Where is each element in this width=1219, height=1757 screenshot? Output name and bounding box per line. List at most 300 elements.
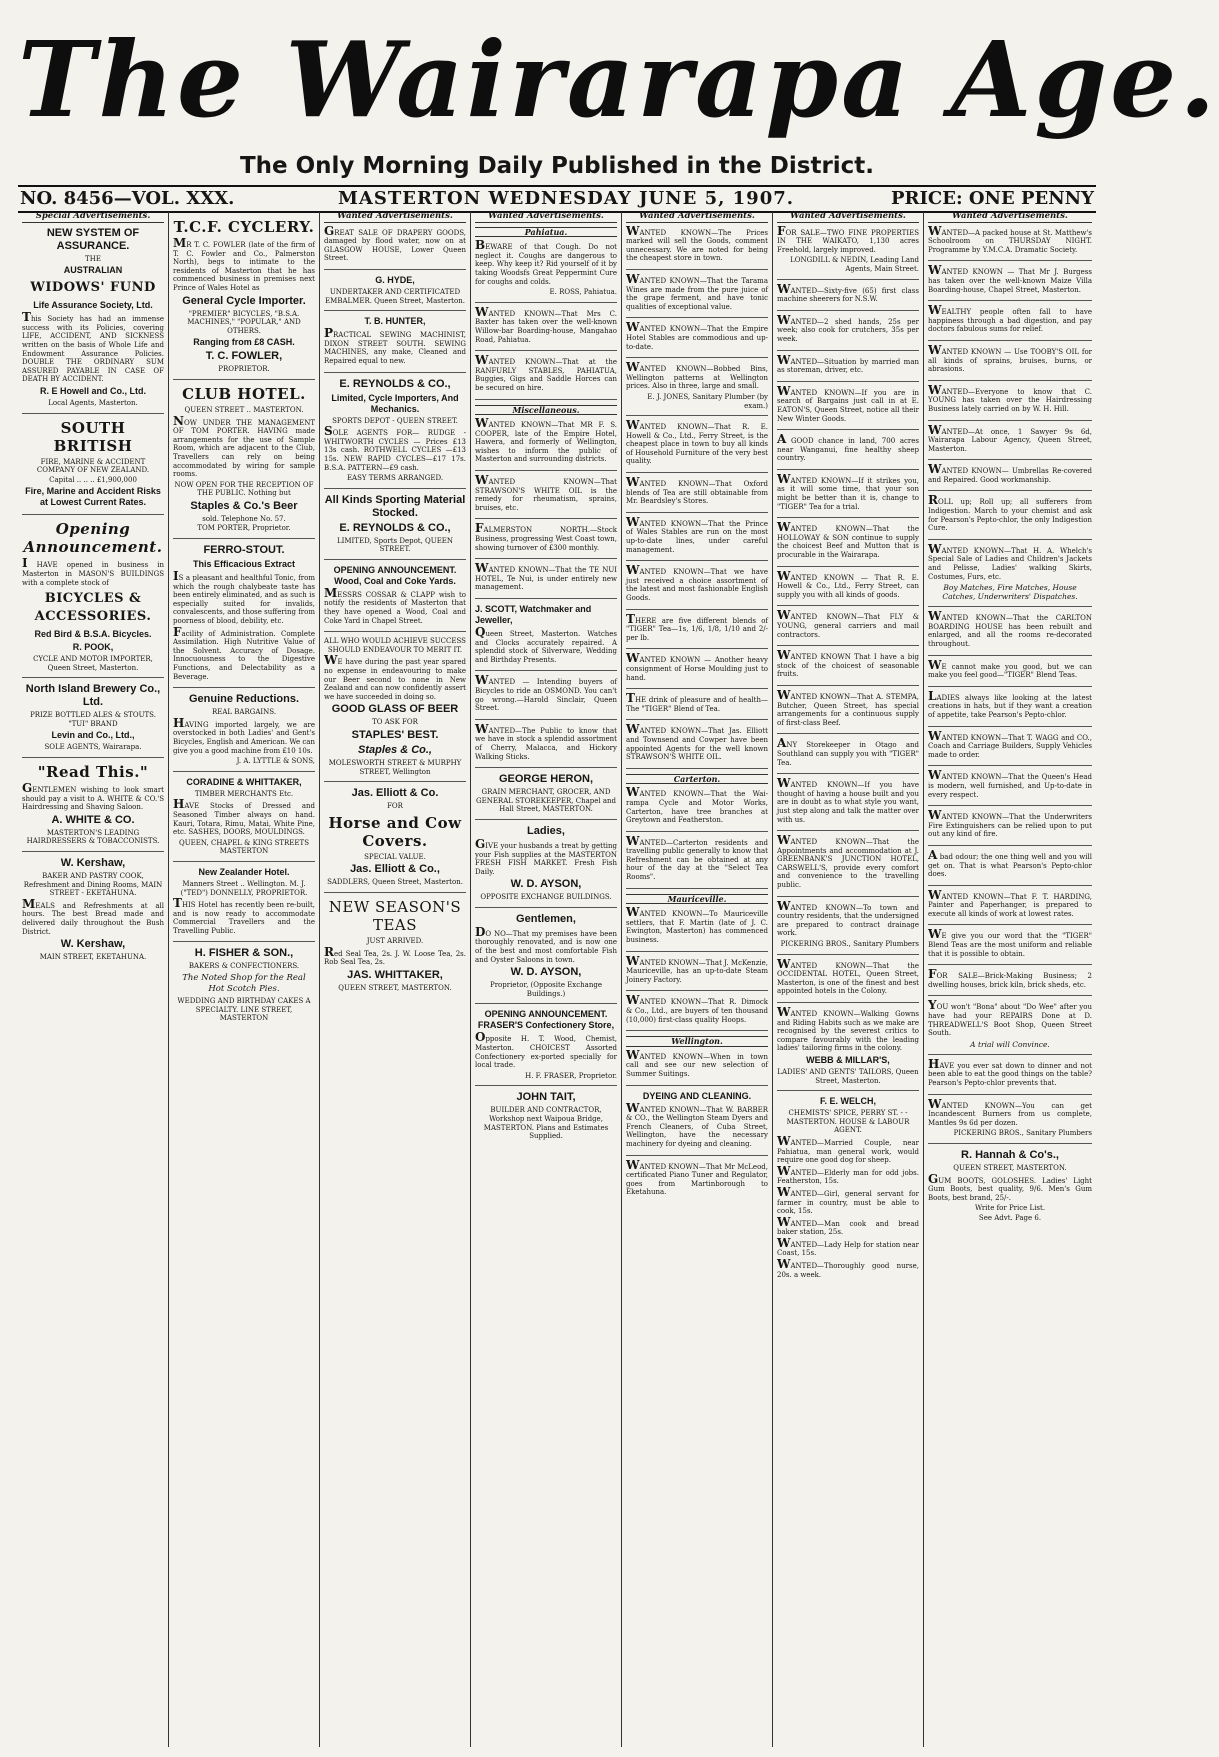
ad-signature: A. WHITE & CO. [51, 813, 135, 826]
ad-tailors [777, 1005, 919, 1091]
ad-body: PRACTICAL SEWING MACHINIST, DIXON STREET SOUTH. SEWING MACHINES, any make, Cleaned and Repaired equal to new. [324, 326, 466, 365]
ad-body: WE give you our word that the "TIGER" Blend Teas are the most uniform and reliable that it is possible to obtain. [928, 927, 1092, 958]
ad-fruits [777, 648, 919, 686]
ad-body: WANTED KNOWN—That MR F. S. COOPER, late of the Empire Hotel, Hawera, and formerly of Wellington, wishes to inform the public of Masterton and surrounding districts. [475, 416, 617, 464]
ad-howell-furniture [626, 418, 768, 473]
ad-signature: E. ROSS, Pahiatua. [549, 288, 617, 297]
ad-body: MESSRS COSSAR & CLAPP wish to notify the residents of Masterton that they have opened a Wood, Coal and Coke Yard in Chapel Street. [324, 585, 466, 625]
ad-body: I HAVE opened in business in Masterton in MASON'S BUILDINGS with a complete stock of [22, 556, 164, 587]
ad-elliott-covers [324, 787, 466, 893]
ad-hannah [928, 1149, 1092, 1228]
section-heading: Wellington. [626, 1036, 768, 1047]
ad-body: WANTED — Intending buyers of Bicycles to ride an OSMOND. You can't go wrong.—Harold Sinclair, Queen Street. [475, 673, 617, 713]
ad-situation [777, 352, 919, 382]
ad-body: WANTED KNOWN—That the Queen's Head is modern, well furnished, and Up-to-date in every respect. [928, 768, 1092, 799]
ad-ranfurly [475, 353, 617, 399]
ad-headline: Gentlemen, [516, 912, 576, 925]
ad-burners [928, 1096, 1092, 1144]
ad-greenbank [777, 833, 919, 897]
ad-headline: E. REYNOLDS & CO., [339, 377, 451, 390]
ad-body: Facility of Administration. Complete Assimilation. High Nutritive Value of the Solvent. Accuracy of Dosage. Innocuousness to the Digestive Functions, and Delectability as a Beverage. [173, 624, 315, 681]
column-heading: Special Advertisements. [22, 212, 164, 223]
column-heading: Wanted Advertisements. [777, 212, 919, 223]
ad-hyde [324, 275, 466, 311]
ad-body: WANTED KNOWN—That J. McKenzie, Mauriceville, has an up-to-date Steam Joinery Factory. [626, 953, 768, 984]
ad-cycle-works [626, 785, 768, 831]
ad-body: WANTED KNOWN—That the Wai-rampa Cycle and Motor Works, Carterton, have tree branches at Greytown and Featherston. [626, 785, 768, 825]
ad-body: WANTED—At once, 1 Sawyer 9s 6d, Wairarapa Labour Agency, Queen Street, Masterton. [928, 422, 1092, 453]
ad-body: IS a pleasant and healthful Tonic, from which the rough chalybeate taste has been entirely eliminated, and as such is especially suited for invalids, convalescents, and those suffering from poorness of blood, debility, etc. [173, 569, 315, 626]
ad-signature: W. D. AYSON, [510, 966, 582, 979]
ad-threadwell [928, 998, 1092, 1054]
ad-body: Red Seal Tea, 2s. J. W. Loose Tea, 2s. Rob Seal Tea, 2s. [324, 944, 466, 967]
ad-body: ROLL up; Roll up; all sufferers from Indigestion. March to your chemist and ask for Pearson's Pepto-chlor, the only Indigestion Cure. [928, 493, 1092, 533]
ad-english-goods [626, 563, 768, 609]
ad-body: WANTED KNOWN — That R. E. Howell & Co., Ltd., Ferry Street, can supply you with all kinds of goods. [777, 568, 919, 599]
ad-south-british [22, 419, 164, 516]
ad-body: NOW UNDER THE MANAGEMENT OF TOM PORTER. HAVING made arrangements for the use of Sample Room, which are adjacent to the Club, Travellers can rely on being accommodated by wiring for sample rooms. [173, 413, 315, 479]
ad-pepto-chlor [928, 847, 1092, 886]
ad-body: HAVE Stocks of Dressed and Seasoned Timber always on hand. Kauri, Totara, Rimu, Matai, White Pine, etc. SASHES, DOORS, MOULDINGS. [173, 797, 315, 837]
ad-body: WANTED KNOWN—That the OCCIDENTAL HOTEL, Queen Street, Masterton, is one of the finest and best appointed hotels in the Colony. [777, 956, 919, 996]
ad-hairdressing [928, 382, 1092, 421]
ad-land [777, 432, 919, 470]
ad-body: WANTED—Married Couple, near Pahiatua, man general work, would require one good dog for sheep. [777, 1133, 919, 1165]
ad-body: FOR SALE—TWO FINE PROPERTIES IN THE WAIKATO, 1,130 acres Freehold, largely improved. [777, 223, 919, 254]
ad-headline: JOHN TAIT, [516, 1091, 576, 1104]
ad-wealthy [928, 303, 1092, 341]
ad-hunter [324, 316, 466, 372]
column-2 [169, 212, 319, 1747]
ad-text: TIMBER MERCHANTS Etc. [194, 789, 294, 798]
ad-headline: W. Kershaw, [60, 857, 126, 870]
ad-body: WEALTHY people often fall to have happiness through a bad digestion, and pay doctors fabulous sums for relief. [928, 303, 1092, 334]
ad-body: WANTED—Elderly man for odd jobs. Featherston, 15s. [777, 1163, 919, 1186]
ad-headline: WIDOWS' FUND [30, 280, 156, 296]
ad-headline: H. FISHER & SON., [194, 947, 294, 960]
ad-storekeeper [777, 736, 919, 774]
ad-elliott-strawson [626, 722, 768, 768]
ad-text: ALL WHO WOULD ACHIEVE SUCCESS SHOULD ENDEAVOUR TO MERIT IT. [324, 637, 466, 654]
ad-text: THE [85, 254, 101, 263]
ad-headline: NEW SYSTEM OF ASSURANCE. [46, 226, 140, 252]
ad-body: WE cannot make you good, but we can make you feel good—"TIGER" Blend Teas. [928, 657, 1092, 680]
ad-body: WANTED KNOWN—That W. BARBER & CO., the Wellington Steam Dyers and French Cleaners, of Cuba Street, Wellington, have the necessary machinery for dyeing and cleaning. [626, 1100, 768, 1148]
ad-text: PRIZE BOTTLED ALES & STOUTS. "TUI" BRAND [30, 711, 156, 728]
ad-body: WANTED KNOWN—Bobbed Bins, Wellington patterns at Wellington prices. Also in three, large and small. [626, 360, 768, 391]
ad-umbrellas [928, 462, 1092, 491]
ad-body: WANTED—2 shed hands, 25s per week; also cook for crutchers, 35s per week. [777, 312, 919, 343]
ad-text: See Advt. Page 6. [978, 1213, 1042, 1222]
ad-body: FALMERSTON NORTH.—Stock Business, progressing West Coast town, showing turnover of £300 monthly. [475, 521, 617, 552]
ad-headline: CORADINE & WHITTAKER, [186, 776, 302, 787]
ad-schoolroom [928, 223, 1092, 262]
ad-body: WANTED KNOWN — Use TOOBY'S OIL for all kinds of sprains, bruises, burns, or abrasions. [928, 342, 1092, 374]
ad-headline: OPENING ANNOUNCEMENT. Wood, Coal and Coke Yards. [333, 564, 457, 586]
ad-carlton [928, 609, 1092, 655]
ad-fish-market [475, 825, 617, 908]
ad-text: SPECIAL VALUE. [364, 852, 426, 861]
newspaper-subtitle: The Only Morning Daily Published in the District. [239, 153, 875, 179]
ad-body: WANTED KNOWN—That Jas. Elliott and Townsend and Cowper have been appointed Agents for the well known STRAWSON'S WHITE OIL. [626, 722, 768, 762]
ad-body: GENTLEMEN wishing to look smart should pay a visit to A. WHITE & CO.'S Hairdressing and Shaving Saloon. [22, 781, 164, 812]
ad-body: WANTED KNOWN—That at the RANFURLY STABLES, PAHIATUA, Buggies, Gigs and Saddle Horces can be secured on hire. [475, 353, 617, 392]
ad-heron [475, 773, 617, 820]
ad-scott [475, 604, 617, 671]
ad-brick-business [928, 967, 1092, 996]
ad-suitings [626, 1047, 768, 1086]
ad-coal-yards [324, 565, 466, 632]
ad-text: QUEEN STREET .. MASTERTON. [184, 405, 304, 414]
ad-headline: New Zealander Hotel. [198, 866, 290, 877]
ad-headline: SOUTH BRITISH [53, 418, 133, 455]
ad-body: ANY Storekeeper in Otago and Southland can supply you with "TIGER" Tea. [777, 736, 919, 767]
ad-body: HAVE you ever sat down to dinner and not been able to eat the good things on the table? Pearson's Pepto-chlor prevents that. [928, 1056, 1092, 1087]
column-3 [320, 212, 470, 1747]
ad-ferry-street [777, 568, 919, 607]
ad-body: WANTED KNOWN — That Mr J. Burgess has taken over the well-known Maize Villa Boarding-house, Chapel Street, Masterton. [928, 263, 1092, 294]
ad-text: EASY TERMS ARRANGED. [346, 474, 444, 483]
ad-house-built [777, 776, 919, 831]
ad-piano-tuner [626, 1157, 768, 1203]
ad-text: BAKER AND PASTRY COOK, Refreshment and Dining Rooms, MAIN STREET - EKETAHUNA. [23, 872, 163, 898]
ad-oxford-tea [626, 475, 768, 513]
dateline [18, 185, 1096, 213]
ad-body: WANTED KNOWN—That the Underwriters Fire Extinguishers can be relied upon to put out any kind of fire. [928, 808, 1092, 839]
ad-genuine-reductions [173, 693, 315, 772]
ad-signature: Levin and Co., Ltd., [51, 730, 135, 741]
section-heading: Carterton. [626, 774, 768, 785]
ad-body: WANTED KNOWN—That FLY & YOUNG, general carriers and mail contractors. [777, 608, 919, 639]
ad-headline: "Read This." [37, 763, 149, 782]
ad-fraser [475, 1009, 617, 1086]
column-7 [924, 212, 1096, 1747]
column-heading: Wanted Advertisements. [324, 212, 466, 223]
ad-body: WANTED KNOWN—That H. A. Whelch's Special Sale of Ladies and Children's Jackets and Pelisse, Ladies' walking Skirts, Costumes, Furs, etc. [928, 541, 1092, 581]
ad-text: LADIES' AND GENTS' TAILORS, Queen Street, Masterton. [777, 1067, 919, 1085]
ad-text: AUSTRALIAN [63, 265, 123, 276]
ad-body: WANTED KNOWN—That Mrs C. Baxter has taken over the well-known Willow-bar Boarding-house, Mangahao Road, Pahiatua. [475, 304, 617, 344]
column-5 [622, 212, 772, 1747]
ad-text: QUEEN STREET, MASTERTON. [953, 1163, 1067, 1172]
ad-text: OPPOSITE EXCHANGE BUILDINGS. [480, 893, 612, 902]
ad-body: WANTED KNOWN—If you have thought of having a house built and you are in doubt as to what style you want, just step along and talk the matter over with us. [777, 776, 919, 824]
ad-body: WANTED KNOWN That I have a big stock of the choicest of seasonable fruits. [777, 648, 919, 679]
ad-body: WANTED KNOWN—That STRAWSON'S WHITE OIL is the remedy for rheumatism, sprains, bruises, etc. [475, 473, 617, 512]
ad-body: YOU won't "Bona" about "Do Wee" after you have had your REPAIRS Done at D. THREADWELL'S Boot Shop, Queen Street South. [928, 998, 1092, 1038]
ad-te-nui [475, 561, 617, 599]
ad-body: WANTED KNOWN—If you are in search of Bargains just call in at E. EATON'S, Queen Street, notice all their New Winter Goods. [777, 383, 919, 423]
ad-body: Queen Street, Masterton. Watches and Clocks accurately repaired. A splendid stock of Silverware, Wedding and Birthday Presents. [475, 625, 617, 664]
ad-text: sold. Telephone No. 57. [202, 514, 286, 523]
ad-subheadline: Limited, Cycle Importers, And Mechanics. [331, 392, 459, 414]
ad-shearers [777, 281, 919, 311]
ad-text: Capital .. .. .. £1,900,000 [49, 475, 137, 484]
ad-body: THERE are five different blends of "TIGER" Tea—1s, 1/6, 1/8, 1/10 and 2/- per lb. [626, 611, 768, 642]
ad-body: WANTED—Man cook and bread baker station, 25s. [777, 1214, 919, 1237]
ad-body: WANTED—Carterton residents and travelling public generally to know that Refreshment can be obtained at any hour of the day at the "Select Tea Rooms". [626, 833, 768, 882]
ad-body: LADIES always like looking at the latest creations in hats, but if they want a creation of appetite, take Pearson's Pepto-chlor. [928, 688, 1092, 719]
ad-body: WANTED KNOWN—That the Tarama Wines are made from the pure juice of the grape ferment, and have tonic qualities of exceptional value. [626, 271, 768, 311]
ad-welch [777, 1096, 919, 1285]
ad-headline: OPENING ANNOUNCEMENT. FRASER'S Confectionery Store, [477, 1009, 615, 1031]
ad-occidental [777, 956, 919, 1003]
ad-body: HAVING imported largely, we are overstocked in both Ladies' and Gent's Bicycles, English and American. We can give you a good machine from £10 10s. [173, 715, 315, 755]
section-heading: Pahiatua. [475, 227, 617, 238]
ad-body: Opposite H. T. Wood, Chemist, Masterton. CHOICEST Assorted Confectionery ex-ported specially for local trade. [475, 1030, 617, 1070]
ad-body: WANTED KNOWN—That the Prince of Wales Stables are run on the most up-to-date lines, under careful management. [626, 514, 768, 554]
ad-text: FOR [387, 802, 403, 811]
ad-cough-cure [475, 238, 617, 303]
ad-shed-hands [777, 312, 919, 351]
ad-text: MOLESWORTH STREET & MURPHY STREET, Wellington [328, 759, 462, 776]
ad-oyster-saloon [475, 913, 617, 1005]
ad-text: MASTERTON'S LEADING HAIRDRESSERS & TOBACCONISTS. [26, 828, 160, 846]
ad-new-zealander-hotel [173, 867, 315, 943]
ad-text: CYCLE AND MOTOR IMPORTER, Queen Street, Masterton. [33, 655, 153, 672]
ad-horse-moulding [626, 651, 768, 689]
ad-burgess [928, 263, 1092, 301]
issue-date: MASTERTON WEDNESDAY JUNE 5, 1907. [338, 188, 795, 209]
ad-subheadline: Fire, Marine and Accident Risks at Lowest Current Rates. [25, 486, 161, 508]
ad-body: WANTED—Sixty-five (65) first class machine sheerers for N.S.W. [777, 281, 919, 304]
ad-brewery [22, 683, 164, 758]
ad-subheadline: General Cycle Importer. [182, 294, 306, 307]
ad-body: WANTED—Situation by married man as storeman, driver, etc. [777, 352, 919, 375]
ad-body: WANTED KNOWN — Another heavy consignment of Horse Moulding just to hand. [626, 651, 768, 682]
ad-read-this [22, 763, 164, 852]
section-heading: Mauriceville. [626, 894, 768, 905]
ad-headline: STAPLES' BEST. [351, 729, 439, 741]
ad-tarama-wines [626, 271, 768, 318]
ad-signature: Staples & Co., [358, 744, 432, 756]
column-heading: Wanted Advertisements. [928, 212, 1092, 223]
section-heading: Miscellaneous. [475, 405, 617, 416]
ad-body: WANTED KNOWN—That R. E. Howell & Co., Ltd., Ferry Street, is the cheapest place in town to buy all kinds of Household Furniture of the very best quality. [626, 418, 768, 466]
ad-body: WANTED KNOWN—That we have just received a choice assortment of the latest and most fashionable English Goods. [626, 563, 768, 602]
column-1 [18, 212, 168, 1747]
ad-text: Local Agents, Masterton. [48, 398, 138, 407]
issue-price: PRICE: ONE PENNY [890, 188, 1094, 209]
ad-body: WANTED KNOWN—That T. WAGG and CO., Coach and Carriage Builders, Supply Vehicles made to order. [928, 728, 1092, 759]
ad-text: UNDERTAKER AND CERTIFICATED EMBALMER. Queen Street, Masterton. [325, 287, 465, 305]
ad-price: Ranging from £8 CASH. [193, 337, 295, 348]
ad-ladies-hats [928, 688, 1092, 727]
ad-martin [626, 905, 768, 951]
ad-tiger-good [928, 657, 1092, 687]
ad-headline: Opening Announcement. [23, 520, 163, 557]
ad-body: WANTED KNOWN—That the HOLLOWAY & SON continue to supply the choicest Beef and Mutton that is procurable in the Wairarapa. [777, 520, 919, 560]
ad-body: WANTED—A packed house at St. Matthew's Schoolroom on THURSDAY NIGHT. Programme by Y.M.C.A. Dramatic Society. [928, 223, 1092, 254]
ad-empire-stables [626, 320, 768, 358]
column-4 [471, 212, 621, 1747]
ad-prince-stables [626, 514, 768, 561]
ad-body: WANTED KNOWN—To Mauriceville settlers, that F. Martin (late of J. C. Ewington, Masterton) has commenced business. [626, 905, 768, 945]
ad-staples-beer [324, 637, 466, 782]
ad-headline: Genuine Reductions. [188, 693, 299, 706]
column-6 [773, 212, 923, 1747]
ad-subheadline: This Efficacious Extract [192, 559, 296, 570]
ad-body: WANTED KNOWN—That the Empire Hotel Stables are commodious and up-to-date. [626, 320, 768, 351]
ad-fisher [173, 947, 315, 1027]
newspaper-title: The Wairarapa Age. [18, 18, 1219, 141]
column-heading: Wanted Advertisements. [475, 212, 617, 223]
ad-text: "PREMIER" BICYCLES, "B.S.A. MACHINES," "POPULAR," AND OTHERS. [187, 309, 301, 335]
ad-fly-young [777, 608, 919, 646]
ad-reynolds-sports [324, 494, 466, 560]
ad-tcf-cyclery [173, 218, 315, 380]
ad-agent: R. E Howell and Co., Ltd. [39, 385, 146, 396]
ad-body: WANTED KNOWN—That A. STEMPA, Butcher, Queen Street, has special arrangements for a continuous supply of first-class Beef. [777, 687, 919, 727]
ad-signature: J. A. LYTTLE & SONS, [236, 757, 315, 766]
ad-headline: North Island Brewery Co., Ltd. [25, 683, 161, 709]
ad-club-hotel [173, 385, 315, 539]
ad-text: Manners Street .. Wellington. M. J. ("TED") DONNELLY, PROPRIETOR. [180, 879, 308, 897]
ad-body: This Society has had an immense success with its Policies, covering LIFE, ACCIDENT, AND SICKNESS written on the basis of Whole Life and Endowment Assurance Policies. DOUBLE THE ORDINARY SUM ASSURED PAYABLE IN CASE OF DEATH BY ACCIDENT. [22, 310, 164, 384]
issue-number: NO. 8456—VOL. XXX. [20, 188, 235, 209]
ad-opening-announcement [22, 520, 164, 678]
ad-text: BAKERS & CONFECTIONERS. [188, 962, 300, 971]
ad-body: THIS Hotel has recently been re-built, and is now ready to accommodate Commercial Travellers and the Travelling Public. [173, 896, 315, 935]
ad-cooper [475, 416, 617, 471]
ad-text: QUEEN, CHAPEL & KING STREETS MASTERTON [178, 838, 309, 856]
ad-text: PROPRIETOR. [218, 365, 270, 374]
ad-text: QUEEN STREET, MASTERTON. [338, 983, 452, 992]
ad-subheadline: Staples & Co.'s Beer [190, 499, 298, 512]
ad-body: WANTED—Girl, general servant for farmer in country, must be able to cook, 15s. [777, 1184, 919, 1216]
ad-headline: GOOD GLASS OF BEER [331, 703, 459, 716]
ad-text: SOLE AGENTS, Wairarapa. [44, 743, 142, 752]
ad-body: WANTED KNOWN—That Oxford blends of Tea are still obtainable from Mr. Beardsley's Stores. [626, 475, 768, 506]
ad-body: WANTED KNOWN—That the Appointments and accommodation at J. GREENBANK'S JUNCTION HOTEL, CARSWELL'S, provide every comfort and convenience to the travelling public. [777, 833, 919, 890]
ad-dyeing [626, 1091, 768, 1156]
ad-body: WE have during the past year spared no expense in endeavouring to make our Beer second to none in New Zealand and can now confidently assert we have succeeded in doing so. [324, 653, 466, 701]
ad-headline: Jas. Elliott & Co. [351, 787, 439, 800]
ad-tiger-drink [626, 691, 768, 720]
ad-baxter [475, 304, 617, 351]
ad-palmerston [475, 521, 617, 559]
ad-strawson [475, 473, 617, 519]
ad-body: WANTED KNOWN—When in town call and see our new selection of Summer Suitings. [626, 1047, 768, 1078]
ad-text: Write for Price List. [974, 1204, 1046, 1213]
ad-wagg [928, 728, 1092, 767]
ad-text: NOW OPEN FOR THE RECEPTION OF THE PUBLIC. Nothing but [174, 480, 314, 498]
ad-headline: J. SCOTT, Watchmaker and Jeweller, [475, 604, 592, 625]
ad-body: A bad odour; the one thing well and you will get on. That is what Pearson's Pepto-chlor does. [928, 847, 1092, 879]
ad-headline: GEORGE HERON, [498, 773, 594, 786]
ad-queens-head [928, 768, 1092, 806]
ad-ferro-stout [173, 544, 315, 688]
ad-headline: G. HYDE, [375, 274, 415, 285]
ad-body: WANTED—Thoroughly good nurse, 20s. a week. [777, 1257, 919, 1279]
ad-tiger-blends [626, 611, 768, 650]
ad-signature: E. REYNOLDS & CO., [339, 521, 451, 534]
ad-signature: PICKERING BROS., Sanitary Plumbers [780, 940, 919, 949]
ad-prices [626, 223, 768, 270]
ad-reynolds-cycles [324, 378, 466, 489]
ad-body: WANTED KNOWN—That R. Dimock & Co., Ltd., are buyers of ten thousand (10,000) first-class quality Hoops. [626, 993, 768, 1024]
ad-australian-widows-fund [22, 227, 164, 414]
ad-text: Proprietor, (Opposite Exchange Buildings.) [490, 981, 602, 998]
ad-signature: Jas. Elliott & Co., [350, 863, 440, 876]
ad-text: LIMITED, Sports Depot, QUEEN STREET. [336, 536, 454, 554]
ad-body: WANTED KNOWN—The Prices marked will sell the Goods, comment unnecessary. We are noted for being the cheapest store in town. [626, 223, 768, 263]
ad-body: MR T. C. FOWLER (late of the firm of T. C. Fowler and Co., Palmerston North), begs to intimate to the residents of Masterton that he has commenced business in premises next Prince of Wales Hotel as [173, 236, 315, 292]
ad-signature: JAS. WHITTAKER, [347, 968, 443, 981]
ad-subheadline: The Noted Shop for the Real Hot Scotch Pies. [182, 973, 306, 995]
ad-body: WANTED KNOWN—To town and country residents, that the undersigned are prepared to contract drainage work. [777, 898, 919, 938]
ad-body: WANTED KNOWN—If it strikes you, as it will some time, that your son might be better than it is, change to "TIGER" Tea for a trial. [777, 471, 919, 511]
ad-coradine-whittaker [173, 777, 315, 862]
ad-body: SOLE AGENTS FOR— RUDGE - WHITWORTH CYCLES — Prices £13 13s cash. ROTHWELL CYCLES —£13 15s. NEW RAPID CYCLES—£17 17s. B.S.A. PATTERN—£9 cash. [324, 424, 466, 472]
ad-headline: CLUB HOTEL. [182, 384, 306, 403]
ad-signature: PICKERING BROS., Sanitary Plumbers [953, 1129, 1092, 1138]
ad-body: A GOOD chance in land, 700 acres near Wanganui, fine healthy sheep country. [777, 432, 919, 463]
ad-text: WEDDING AND BIRTHDAY CAKES A SPECIALTY. LINE STREET, MASTERTON [177, 997, 311, 1023]
ad-text: SADDLERS, Queen Street, Masterton. [327, 878, 463, 887]
ad-headline: T.C.F. CYCLERY. [173, 218, 315, 236]
ad-text: CHEMISTS' SPICE, PERRY ST. - - MASTERTON. HOUSE & LABOUR AGENT. [786, 1109, 910, 1135]
ad-body: WANTED—Lady Help for station near Coast, 15s. [777, 1235, 919, 1258]
ad-body: WANTED KNOWN—That the TE NUI HOTEL, Te Nui, is under entirely new management. [475, 561, 617, 592]
ad-text: FIRE, MARINE & ACCIDENT COMPANY OF NEW ZEALAND. [36, 457, 150, 475]
ad-signature: LONGDILL & NEDIN, Leading Land Agents, Main Street. [790, 256, 919, 273]
ad-signature: W. Kershaw, [60, 938, 126, 951]
ad-body: GUM BOOTS, GOLOSHES. Ladies' Light Gum Boots, best quality, 9/6. Men's Gum Boots, best brand, 25/-. [928, 1171, 1092, 1202]
ad-subheadline: Life Assurance Society, Ltd. [33, 300, 153, 311]
ad-text: A trial will Convince. [970, 1039, 1050, 1049]
ad-bobbed-bins [626, 360, 768, 416]
ad-walking-sticks [475, 721, 617, 768]
ad-body: THE drink of pleasure and of health—The "TIGER" Blend of Tea. [626, 691, 768, 713]
ad-osmond [475, 673, 617, 719]
ad-text: SPORTS DEPOT - QUEEN STREET. [332, 416, 458, 425]
ad-body: WANTED KNOWN—That the CARLTON BOARDING HOUSE has been rebuilt and enlarged, and all the rooms re-decorated throughout. [928, 609, 1092, 648]
ad-roll-up [928, 493, 1092, 539]
masthead [18, 10, 1219, 185]
ad-body: GREAT SALE OF DRAPERY GOODS, damaged by flood water, now on at GLASGOW HOUSE, Lower Queen Street. [324, 223, 466, 263]
ad-tiger-word [928, 927, 1092, 965]
ad-holloway [777, 520, 919, 566]
ad-text: MAIN STREET, EKETAHUNA. [39, 953, 147, 962]
ad-headline: Horse and Cow Covers. [328, 813, 462, 850]
ad-text: BUILDER AND CONTRACTOR, Workshop next Waipoua Bridge, MASTERTON. Plans and Estimates Supplied. [483, 1106, 609, 1141]
ad-headline: FERRO-STOUT. [203, 544, 285, 557]
ad-headline: T. B. HUNTER, [364, 316, 426, 327]
ad-extinguishers [928, 808, 1092, 846]
ad-body: WANTED KNOWN—That F. T. HARDING, Painter and Paperhanger, is prepared to execute all kinds of work at lowest rates. [928, 887, 1092, 918]
ad-signature: R. POOK, [72, 642, 114, 653]
ad-body: GIVE your husbands a treat by getting your Fish supplies at the MASTERTON FRESH FISH MARKET. Fresh Fish Daily. [475, 836, 617, 876]
ad-headline: BICYCLES & ACCESSORIES. [34, 591, 152, 625]
ad-eaton [777, 383, 919, 430]
ad-body: WANTED KNOWN—That Mr McLeod, certificated Piano Tuner and Regulator, goes from Martinborough to Eketahuna. [626, 1157, 768, 1197]
ad-signature: E. J. JONES, Sanitary Plumber (by exam.) [647, 392, 768, 410]
ad-signature: H. F. FRASER, Proprietor. [525, 1071, 617, 1080]
ad-text: GRAIN MERCHANT, GROCER, AND GENERAL STOREKEEPER, Chapel and Hall Street, MASTERTON. [476, 788, 616, 814]
ad-tea-rooms [626, 833, 768, 889]
ad-tiger-trial [777, 471, 919, 518]
ad-signature: T. C. FOWLER, [205, 350, 283, 363]
ad-tait [475, 1091, 617, 1145]
ad-headline: DYEING AND CLEANING. [642, 1090, 752, 1101]
ad-whelch-sale [928, 541, 1092, 607]
ad-sawyer [928, 422, 1092, 461]
ad-body: WANTED—The Public to know that we have in stock a splendid assortment of Cherry, Malacca, and Hickory Walking Sticks. [475, 721, 617, 761]
ad-body: DO NO—That my premises have been thoroughly renovated, and is now one of the best and most comfortable Fish and Oyster Saloons in town. [475, 924, 617, 964]
ad-new-season-teas [324, 898, 466, 997]
ad-headline: Ladies, [527, 824, 565, 837]
